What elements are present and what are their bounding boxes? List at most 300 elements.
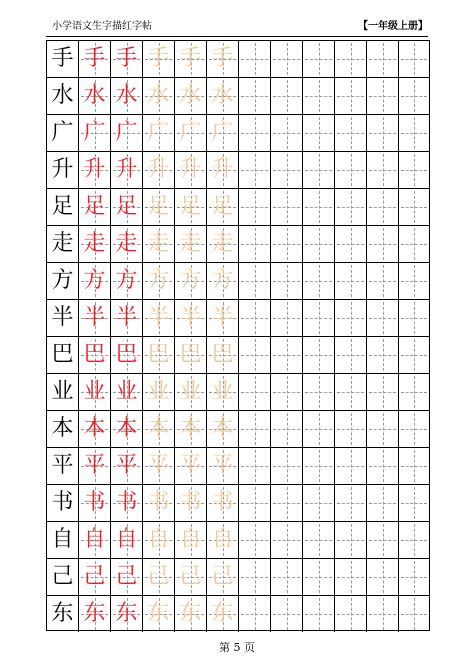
blank-practice-cell — [367, 596, 399, 632]
model-character: 半 — [51, 305, 74, 330]
red-character: 手 — [115, 46, 138, 71]
blank-practice-cell — [271, 448, 303, 484]
blank-practice-cell — [271, 189, 303, 225]
trace-character: 自 — [179, 527, 202, 552]
cell-guide-horizontal — [369, 577, 396, 578]
trace-character: 己 — [211, 564, 234, 589]
blank-practice-cell — [335, 374, 367, 410]
red-cell — [79, 374, 111, 410]
red-cell — [111, 41, 143, 77]
cell-guide-horizontal — [401, 244, 427, 245]
blank-practice-cell — [271, 559, 303, 595]
cell-guide-horizontal — [305, 96, 332, 97]
trace-character: 东 — [147, 601, 170, 626]
blank-practice-cell — [271, 411, 303, 447]
model-cell — [47, 115, 79, 151]
cell-guide-horizontal — [273, 207, 300, 208]
blank-practice-cell — [239, 226, 271, 262]
practice-row — [47, 374, 429, 411]
trace-character: 水 — [179, 83, 202, 108]
blank-practice-cell — [399, 115, 429, 151]
blank-practice-cell — [335, 78, 367, 114]
blank-practice-cell — [303, 78, 335, 114]
cell-guide-horizontal — [401, 318, 427, 319]
blank-practice-cell — [367, 448, 399, 484]
trace-cell — [143, 115, 175, 151]
cell-guide-horizontal — [273, 96, 300, 97]
trace-cell — [175, 152, 207, 188]
blank-practice-cell — [399, 411, 429, 447]
trace-character: 水 — [211, 83, 234, 108]
blank-practice-cell — [239, 596, 271, 632]
trace-cell — [175, 596, 207, 632]
blank-practice-cell — [335, 448, 367, 484]
cell-guide-horizontal — [241, 318, 268, 319]
trace-cell — [175, 522, 207, 558]
red-character: 己 — [83, 564, 106, 589]
blank-practice-cell — [367, 41, 399, 77]
practice-row — [47, 448, 429, 485]
red-cell — [79, 115, 111, 151]
blank-practice-cell — [303, 559, 335, 595]
red-character: 广 — [115, 120, 138, 145]
blank-practice-cell — [399, 485, 429, 521]
trace-cell — [207, 448, 239, 484]
blank-practice-cell — [399, 226, 429, 262]
trace-cell — [143, 374, 175, 410]
trace-character: 巴 — [179, 342, 202, 367]
blank-practice-cell — [335, 559, 367, 595]
blank-practice-cell — [239, 78, 271, 114]
red-character: 方 — [83, 268, 106, 293]
red-character: 自 — [83, 527, 106, 552]
cell-guide-horizontal — [241, 577, 268, 578]
trace-character: 本 — [211, 416, 234, 441]
trace-cell — [207, 263, 239, 299]
red-character: 巴 — [115, 342, 138, 367]
blank-practice-cell — [367, 263, 399, 299]
trace-character: 半 — [211, 305, 234, 330]
cell-guide-horizontal — [401, 355, 427, 356]
red-character: 书 — [115, 490, 138, 515]
blank-practice-cell — [271, 596, 303, 632]
cell-guide-horizontal — [273, 503, 300, 504]
trace-cell — [207, 41, 239, 77]
blank-practice-cell — [399, 522, 429, 558]
model-character: 广 — [51, 120, 74, 145]
blank-practice-cell — [367, 300, 399, 336]
cell-guide-horizontal — [369, 96, 396, 97]
cell-guide-horizontal — [337, 207, 364, 208]
red-character: 广 — [83, 120, 106, 145]
trace-character: 书 — [179, 490, 202, 515]
trace-character: 半 — [179, 305, 202, 330]
red-character: 业 — [83, 379, 106, 404]
cell-guide-horizontal — [241, 392, 268, 393]
trace-character: 广 — [211, 120, 234, 145]
cell-guide-horizontal — [241, 170, 268, 171]
cell-guide-horizontal — [369, 318, 396, 319]
blank-practice-cell — [335, 41, 367, 77]
red-character: 半 — [83, 305, 106, 330]
trace-character: 己 — [147, 564, 170, 589]
practice-grid — [46, 40, 430, 631]
blank-practice-cell — [303, 374, 335, 410]
trace-cell — [207, 596, 239, 632]
trace-character: 东 — [179, 601, 202, 626]
model-character: 东 — [51, 601, 74, 626]
model-character: 平 — [51, 453, 74, 478]
cell-guide-horizontal — [273, 429, 300, 430]
blank-practice-cell — [271, 41, 303, 77]
trace-character: 本 — [179, 416, 202, 441]
blank-practice-cell — [271, 374, 303, 410]
practice-row — [47, 226, 429, 263]
trace-cell — [143, 226, 175, 262]
cell-guide-horizontal — [401, 577, 427, 578]
practice-row — [47, 411, 429, 448]
cell-guide-horizontal — [241, 244, 268, 245]
red-cell — [111, 485, 143, 521]
blank-practice-cell — [239, 115, 271, 151]
red-cell — [79, 263, 111, 299]
practice-row — [47, 337, 429, 374]
cell-guide-horizontal — [273, 244, 300, 245]
red-cell — [111, 263, 143, 299]
model-cell — [47, 78, 79, 114]
trace-character: 半 — [147, 305, 170, 330]
blank-practice-cell — [335, 115, 367, 151]
blank-practice-cell — [239, 485, 271, 521]
model-cell — [47, 374, 79, 410]
blank-practice-cell — [367, 485, 399, 521]
blank-practice-cell — [239, 374, 271, 410]
trace-cell — [175, 411, 207, 447]
header-grade: 【一年级上册】 — [358, 21, 428, 32]
trace-cell — [143, 485, 175, 521]
trace-cell — [175, 485, 207, 521]
blank-practice-cell — [399, 596, 429, 632]
trace-character: 方 — [211, 268, 234, 293]
trace-character: 方 — [179, 268, 202, 293]
cell-guide-horizontal — [369, 429, 396, 430]
cell-guide-horizontal — [305, 540, 332, 541]
cell-guide-horizontal — [401, 133, 427, 134]
trace-cell — [207, 152, 239, 188]
cell-guide-horizontal — [369, 281, 396, 282]
cell-guide-horizontal — [305, 355, 332, 356]
red-cell — [111, 411, 143, 447]
blank-practice-cell — [271, 115, 303, 151]
cell-guide-horizontal — [369, 355, 396, 356]
blank-practice-cell — [399, 448, 429, 484]
red-character: 平 — [83, 453, 106, 478]
blank-practice-cell — [239, 337, 271, 373]
model-character: 书 — [51, 490, 74, 515]
trace-character: 东 — [211, 601, 234, 626]
cell-guide-horizontal — [273, 466, 300, 467]
cell-guide-horizontal — [241, 96, 268, 97]
blank-practice-cell — [271, 226, 303, 262]
trace-character: 巴 — [147, 342, 170, 367]
red-character: 本 — [115, 416, 138, 441]
trace-cell — [175, 374, 207, 410]
red-cell — [111, 78, 143, 114]
trace-character: 走 — [147, 231, 170, 256]
blank-practice-cell — [303, 115, 335, 151]
trace-character: 升 — [211, 157, 234, 182]
red-character: 走 — [83, 231, 106, 256]
cell-guide-horizontal — [337, 614, 364, 615]
trace-cell — [207, 522, 239, 558]
trace-character: 升 — [179, 157, 202, 182]
trace-cell — [207, 337, 239, 373]
blank-practice-cell — [367, 78, 399, 114]
cell-guide-horizontal — [401, 392, 427, 393]
model-cell — [47, 596, 79, 632]
cell-guide-horizontal — [273, 540, 300, 541]
red-cell — [79, 337, 111, 373]
red-character: 平 — [115, 453, 138, 478]
red-cell — [79, 152, 111, 188]
trace-character: 手 — [147, 46, 170, 71]
model-cell — [47, 411, 79, 447]
trace-cell — [207, 300, 239, 336]
blank-practice-cell — [239, 189, 271, 225]
blank-practice-cell — [399, 78, 429, 114]
red-cell — [79, 226, 111, 262]
trace-character: 手 — [211, 46, 234, 71]
red-character: 己 — [115, 564, 138, 589]
practice-row — [47, 522, 429, 559]
trace-cell — [207, 78, 239, 114]
cell-guide-horizontal — [273, 170, 300, 171]
blank-practice-cell — [239, 448, 271, 484]
blank-practice-cell — [239, 522, 271, 558]
cell-guide-horizontal — [241, 429, 268, 430]
blank-practice-cell — [239, 263, 271, 299]
red-cell — [79, 522, 111, 558]
trace-cell — [143, 41, 175, 77]
trace-cell — [143, 189, 175, 225]
cell-guide-horizontal — [401, 170, 427, 171]
header-title: 小学语文生字描红字帖 — [52, 21, 152, 32]
cell-guide-horizontal — [401, 96, 427, 97]
blank-practice-cell — [335, 300, 367, 336]
blank-practice-cell — [271, 337, 303, 373]
trace-character: 书 — [147, 490, 170, 515]
red-cell — [111, 152, 143, 188]
trace-character: 足 — [179, 194, 202, 219]
page-header — [0, 0, 474, 36]
trace-cell — [207, 411, 239, 447]
trace-cell — [207, 115, 239, 151]
cell-guide-horizontal — [305, 392, 332, 393]
red-cell — [111, 300, 143, 336]
trace-character: 足 — [211, 194, 234, 219]
cell-guide-horizontal — [369, 614, 396, 615]
blank-practice-cell — [271, 300, 303, 336]
blank-practice-cell — [335, 226, 367, 262]
cell-guide-horizontal — [305, 577, 332, 578]
trace-character: 平 — [211, 453, 234, 478]
trace-cell — [143, 411, 175, 447]
trace-character: 平 — [179, 453, 202, 478]
trace-cell — [175, 115, 207, 151]
blank-practice-cell — [303, 189, 335, 225]
trace-character: 走 — [179, 231, 202, 256]
blank-practice-cell — [303, 152, 335, 188]
cell-guide-horizontal — [241, 133, 268, 134]
red-cell — [111, 448, 143, 484]
red-cell — [79, 189, 111, 225]
cell-guide-horizontal — [369, 540, 396, 541]
blank-practice-cell — [271, 152, 303, 188]
cell-guide-horizontal — [241, 281, 268, 282]
red-cell — [79, 559, 111, 595]
red-cell — [79, 41, 111, 77]
model-cell — [47, 448, 79, 484]
red-character: 半 — [115, 305, 138, 330]
red-character: 本 — [83, 416, 106, 441]
trace-cell — [175, 189, 207, 225]
model-cell — [47, 559, 79, 595]
red-character: 水 — [115, 83, 138, 108]
trace-character: 业 — [147, 379, 170, 404]
trace-character: 走 — [211, 231, 234, 256]
cell-guide-horizontal — [369, 207, 396, 208]
practice-row — [47, 300, 429, 337]
blank-practice-cell — [271, 78, 303, 114]
blank-practice-cell — [271, 485, 303, 521]
model-cell — [47, 41, 79, 77]
practice-row — [47, 41, 429, 78]
blank-practice-cell — [399, 189, 429, 225]
blank-practice-cell — [367, 374, 399, 410]
trace-cell — [207, 374, 239, 410]
practice-row — [47, 189, 429, 226]
trace-cell — [143, 152, 175, 188]
red-character: 业 — [115, 379, 138, 404]
model-cell — [47, 189, 79, 225]
model-cell — [47, 337, 79, 373]
cell-guide-horizontal — [241, 59, 268, 60]
blank-practice-cell — [271, 522, 303, 558]
red-cell — [111, 337, 143, 373]
trace-cell — [175, 78, 207, 114]
red-character: 水 — [83, 83, 106, 108]
red-character: 走 — [115, 231, 138, 256]
blank-practice-cell — [399, 559, 429, 595]
model-cell — [47, 522, 79, 558]
model-cell — [47, 263, 79, 299]
red-cell — [111, 522, 143, 558]
cell-guide-horizontal — [369, 466, 396, 467]
cell-guide-horizontal — [241, 207, 268, 208]
blank-practice-cell — [239, 559, 271, 595]
blank-practice-cell — [367, 522, 399, 558]
cell-guide-horizontal — [337, 170, 364, 171]
cell-guide-horizontal — [337, 96, 364, 97]
cell-guide-horizontal — [305, 59, 332, 60]
blank-practice-cell — [239, 300, 271, 336]
cell-guide-horizontal — [305, 503, 332, 504]
blank-practice-cell — [303, 596, 335, 632]
practice-row — [47, 485, 429, 522]
cell-guide-horizontal — [305, 244, 332, 245]
trace-character: 业 — [179, 379, 202, 404]
red-cell — [111, 226, 143, 262]
red-cell — [79, 448, 111, 484]
blank-practice-cell — [303, 337, 335, 373]
cell-guide-horizontal — [401, 466, 427, 467]
red-character: 自 — [115, 527, 138, 552]
blank-practice-cell — [367, 189, 399, 225]
cell-guide-horizontal — [401, 540, 427, 541]
cell-guide-horizontal — [337, 466, 364, 467]
blank-practice-cell — [271, 263, 303, 299]
blank-practice-cell — [303, 485, 335, 521]
red-character: 足 — [115, 194, 138, 219]
trace-cell — [143, 596, 175, 632]
blank-practice-cell — [303, 41, 335, 77]
model-character: 手 — [51, 46, 74, 71]
cell-guide-horizontal — [401, 207, 427, 208]
blank-practice-cell — [367, 152, 399, 188]
trace-cell — [207, 485, 239, 521]
cell-guide-horizontal — [401, 59, 427, 60]
red-cell — [79, 596, 111, 632]
red-character: 东 — [83, 601, 106, 626]
model-character: 自 — [51, 527, 74, 552]
model-character: 己 — [51, 564, 74, 589]
blank-practice-cell — [399, 300, 429, 336]
blank-practice-cell — [335, 152, 367, 188]
cell-guide-horizontal — [401, 281, 427, 282]
trace-cell — [143, 522, 175, 558]
trace-character: 巴 — [211, 342, 234, 367]
blank-practice-cell — [335, 485, 367, 521]
red-character: 升 — [83, 157, 106, 182]
red-character: 书 — [83, 490, 106, 515]
blank-practice-cell — [367, 337, 399, 373]
trace-character: 广 — [147, 120, 170, 145]
trace-cell — [143, 448, 175, 484]
trace-cell — [143, 263, 175, 299]
cell-guide-horizontal — [305, 170, 332, 171]
cell-guide-horizontal — [337, 281, 364, 282]
blank-practice-cell — [367, 559, 399, 595]
cell-guide-horizontal — [401, 614, 427, 615]
red-character: 手 — [83, 46, 106, 71]
trace-cell — [175, 448, 207, 484]
red-character: 巴 — [83, 342, 106, 367]
header-rule — [46, 36, 428, 37]
model-cell — [47, 300, 79, 336]
model-character: 业 — [51, 379, 74, 404]
red-character: 方 — [115, 268, 138, 293]
red-cell — [79, 485, 111, 521]
cell-guide-horizontal — [241, 614, 268, 615]
practice-row — [47, 115, 429, 152]
red-cell — [111, 115, 143, 151]
cell-guide-horizontal — [337, 133, 364, 134]
trace-character: 足 — [147, 194, 170, 219]
blank-practice-cell — [303, 226, 335, 262]
cell-guide-horizontal — [337, 244, 364, 245]
trace-cell — [175, 226, 207, 262]
model-cell — [47, 226, 79, 262]
